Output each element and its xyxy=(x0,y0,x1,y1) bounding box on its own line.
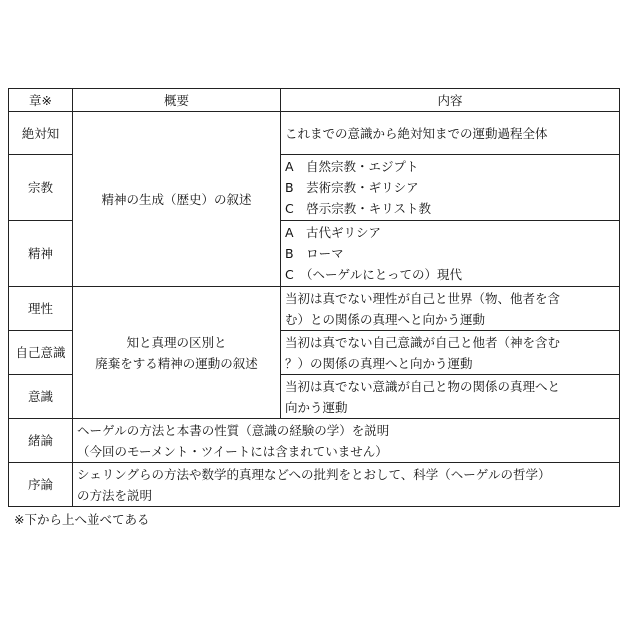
content-line: ？）の関係の真理へと向かう運動 xyxy=(285,355,473,371)
chapter-cell: 序論 xyxy=(9,463,73,507)
content-line: 向かう運動 xyxy=(285,399,348,415)
summary-cell xyxy=(73,287,281,419)
content-line: ヘーゲルの方法と本書の性質（意識の経験の学）を説明 xyxy=(77,422,390,438)
table-row xyxy=(9,419,620,463)
table-row xyxy=(9,463,620,507)
header-summary: 概要 xyxy=(73,89,281,112)
content-line: む）との関係の真理へと向かう運動 xyxy=(285,311,486,327)
table-row xyxy=(9,112,620,155)
content-cell xyxy=(281,375,620,419)
content-cell xyxy=(281,221,620,287)
chapter-cell: 絶対知 xyxy=(9,112,73,155)
content-line: 当初は真でない意識が自己と物の関係の真理へと xyxy=(285,378,561,394)
chapter-cell: 理性 xyxy=(9,287,73,331)
hegel-phenomenology-table xyxy=(8,88,620,507)
chapter-cell: 自己意識 xyxy=(9,331,73,375)
content-line: （今回のモーメント・ツイートには含まれていません） xyxy=(77,443,388,459)
content-line: C （ヘーゲルにとっての）現代 xyxy=(285,267,462,282)
content-cell xyxy=(281,287,620,331)
summary-line: 知と真理の区別と xyxy=(126,334,227,350)
content-line: 当初は真でない理性が自己と世界（物、他者を含 xyxy=(285,290,561,306)
footnote: ※下から上へ並べてある xyxy=(14,512,150,527)
content-cell: これまでの意識から絶対知までの運動過程全体 xyxy=(281,112,620,155)
header-content: 内容 xyxy=(281,89,620,112)
summary-line: 廃棄をする精神の運動の叙述 xyxy=(95,355,258,371)
chapter-cell: 宗教 xyxy=(9,155,73,221)
chapter-cell: 意識 xyxy=(9,375,73,419)
content-line: B 芸術宗教・ギリシア xyxy=(285,180,419,195)
content-line: A 自然宗教・エジプト xyxy=(285,159,419,174)
chapter-cell: 精神 xyxy=(9,221,73,287)
content-line: の方法を説明 xyxy=(77,487,153,503)
header-chapter: 章※ xyxy=(9,89,73,112)
content-line: B ローマ xyxy=(285,246,344,261)
chapter-cell: 緒論 xyxy=(9,419,73,463)
table-row xyxy=(9,287,620,331)
content-line: 当初は真でない自己意識が自己と他者（神を含む xyxy=(285,334,561,350)
content-cell xyxy=(281,155,620,221)
content-line: A 古代ギリシア xyxy=(285,225,382,240)
content-line: シェリングらの方法や数学的真理などへの批判をとおして、科学（ヘーゲルの哲学） xyxy=(77,466,551,482)
header-row xyxy=(9,89,620,112)
content-cell xyxy=(281,331,620,375)
content-cell xyxy=(73,419,620,463)
content-cell xyxy=(73,463,620,507)
summary-cell: 精神の生成（歴史）の叙述 xyxy=(73,112,281,287)
content-line: C 啓示宗教・キリスト教 xyxy=(285,201,431,216)
